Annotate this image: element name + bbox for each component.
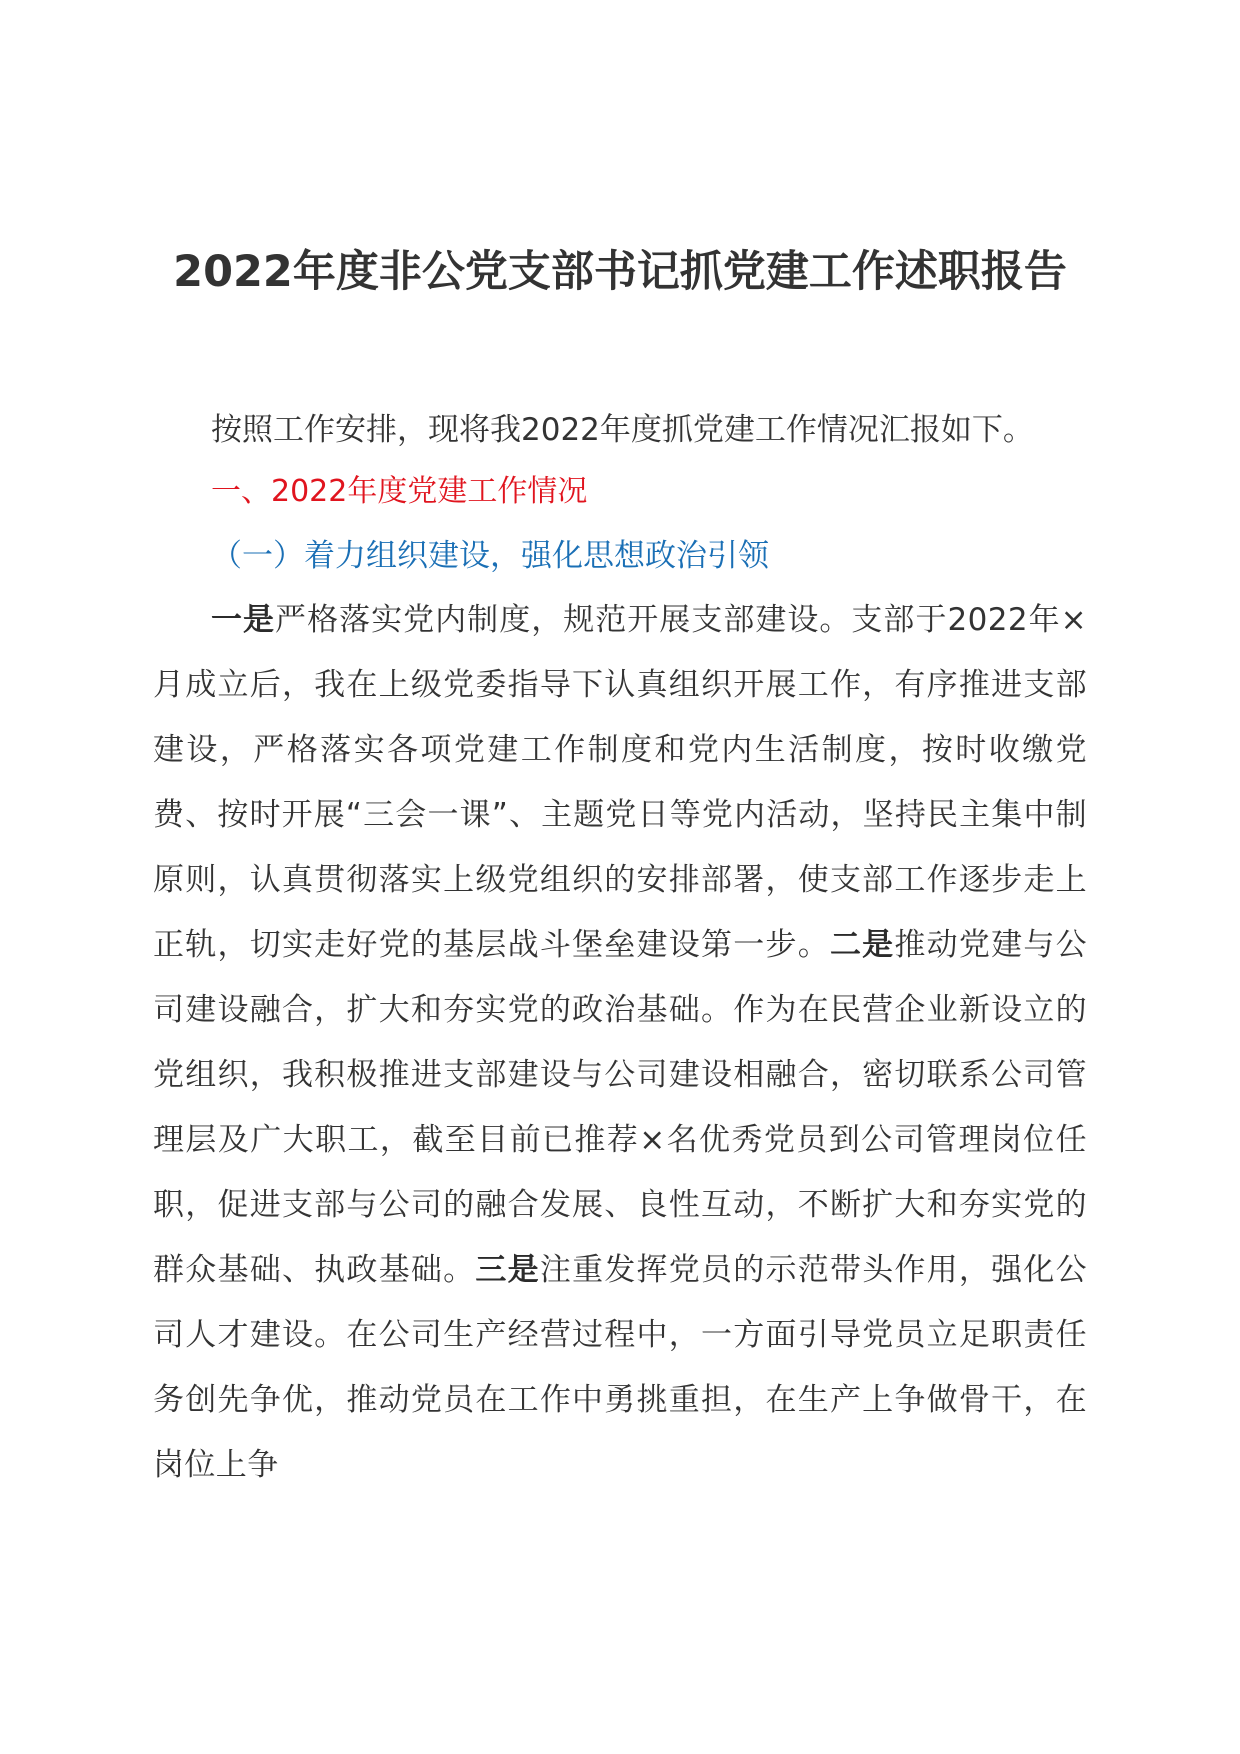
point-2-lead: 二是 bbox=[829, 927, 895, 963]
point-3-text: 注重发挥党员的示范带头作用，强化公司人才建设。在公司生产经营过程中，一方面引导党员立足职责任务创先争优，推动党员在工作中勇挑重担，在生产上争做骨干，在岗位上争 bbox=[153, 1252, 1087, 1483]
section-heading-1: 一、2022年度党建工作情况 bbox=[211, 474, 588, 509]
intro-paragraph: 按照工作安排，现将我2022年度抓党建工作情况汇报如下。 bbox=[211, 412, 1034, 448]
body-paragraph bbox=[153, 588, 1087, 1498]
point-1-text: 严格落实党内制度，规范开展支部建设。支部于2022年×月成立后，我在上级党委指导下认真组织开展工作，有序推进支部建设，严格落实各项党建工作制度和党内生活制度，按时收缴党费、按时开展“三会一课”、主题党日等党内活动，坚持民主集中制原则，认真贯彻落实上级党组织的安排部署，使支部工作逐步走上正轨，切实走好党的基层战斗堡垒建设第一步。 bbox=[153, 602, 1087, 963]
point-3-lead: 三是 bbox=[475, 1252, 540, 1288]
subsection-heading-1: （一）着力组织建设，强化思想政治引领 bbox=[211, 538, 769, 574]
document-title: 2022年度非公党支部书记抓党建工作述职报告 bbox=[173, 247, 1067, 297]
point-2-text: 推动党建与公司建设融合，扩大和夯实党的政治基础。作为在民营企业新设立的党组织，我积极推进支部建设与公司建设相融合，密切联系公司管理层及广大职工，截至目前已推荐×名优秀党员到公司管理岗位任职，促进支部与公司的融合发展、良性互动，不断扩大和夯实党的群众基础、执政基础。 bbox=[153, 927, 1087, 1288]
point-1-lead: 一是 bbox=[211, 602, 276, 638]
